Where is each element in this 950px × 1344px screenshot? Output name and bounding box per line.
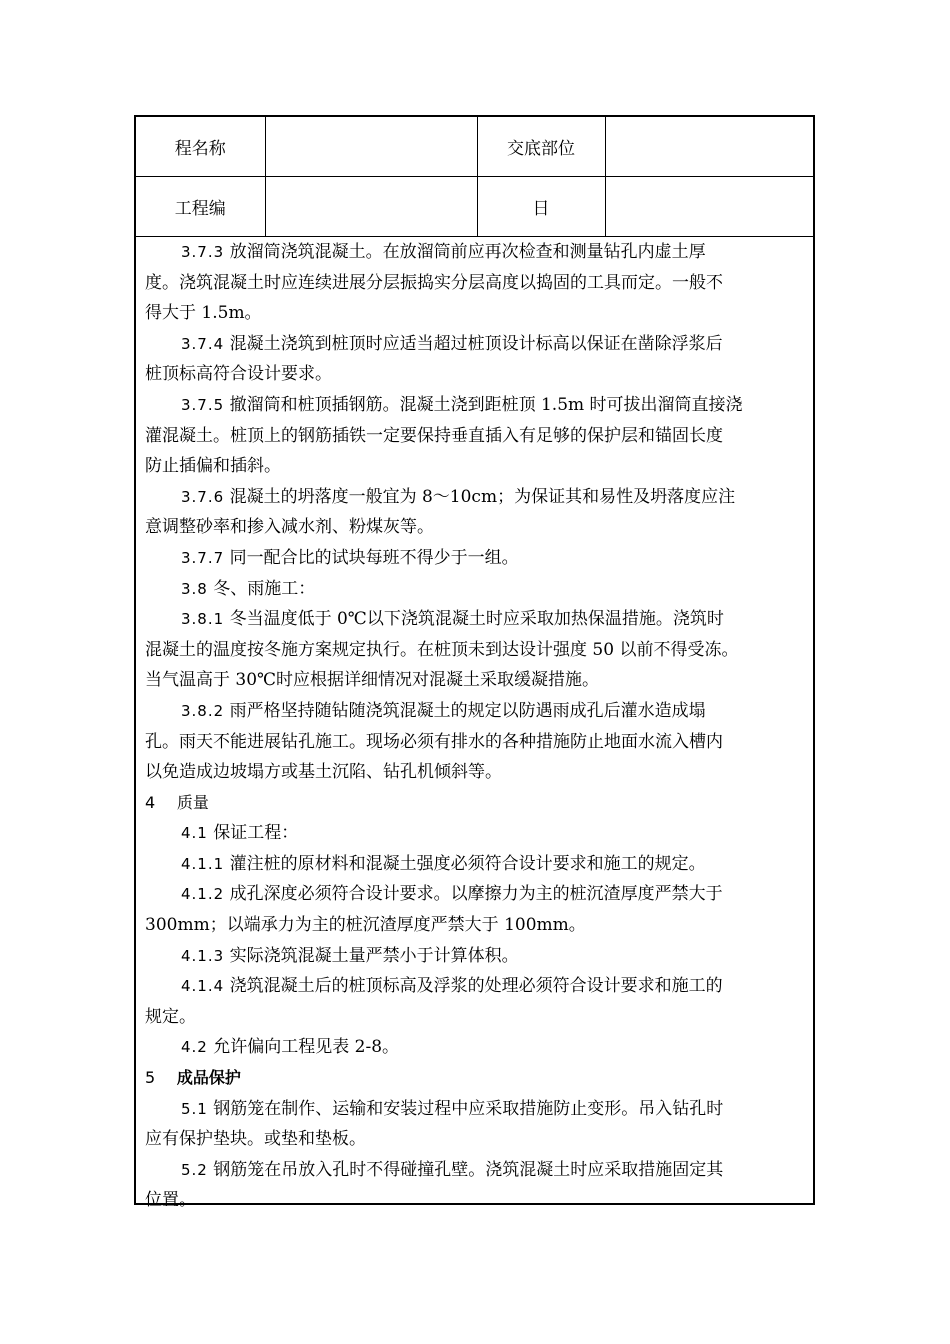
clause-text: 混凝土浇筑到桩顶时应适当超过桩顶设计标高以保证在凿除浮浆后 <box>229 333 723 354</box>
clause-number: 4.1.1 <box>181 854 225 873</box>
clause-text: 同一配合比的试块每班不得少于一组。 <box>229 547 519 568</box>
clause-text: 得大于 1.5m。 <box>145 303 262 324</box>
clause-text: 应有保护垫块。或垫和垫板。 <box>145 1129 366 1150</box>
clause-text: 钢筋笼在制作、运输和安装过程中应采取措施防止变形。吊入钻孔时 <box>213 1098 724 1119</box>
clause-text: 钢筋笼在吊放入孔时不得碰撞孔壁。浇筑混凝土时应采取措施固定其 <box>213 1159 724 1180</box>
clause-text: 规定。 <box>145 1006 196 1027</box>
clause-line <box>145 574 804 605</box>
continuation-line <box>145 1185 804 1216</box>
clause-text: 灌混凝土。桩顶上的钢筋插铁一定要保持垂直插入有足够的保护层和锚固长度 <box>145 425 723 446</box>
clause-number: 3.7.4 <box>181 334 225 353</box>
clause-line <box>145 1032 804 1063</box>
clause-text: 意调整砂率和掺入减水剂、粉煤灰等。 <box>145 517 434 538</box>
section-heading <box>145 1063 804 1094</box>
clause-line <box>145 237 804 268</box>
continuation-line <box>145 1002 804 1033</box>
clause-text: 雨严格坚持随钻随浇筑混凝土的规定以防遇雨成孔后灌水造成塌 <box>229 700 706 721</box>
clause-text: 放溜筒浇筑混凝土。在放溜筒前应再次检查和测量钻孔内虚土厚 <box>229 242 706 262</box>
clause-line <box>145 543 804 574</box>
project-no-value <box>265 177 477 237</box>
continuation-line <box>145 512 804 543</box>
continuation-line <box>145 298 804 329</box>
clause-number: 5.2 <box>181 1160 208 1179</box>
clause-text: 实际浇筑混凝土量严禁小于计算体积。 <box>229 945 519 966</box>
clause-text: 冬当温度低于 0℃以下浇筑混凝土时应采取加热保温措施。浇筑时 <box>229 609 724 630</box>
clause-number: 4.1.4 <box>181 977 225 996</box>
clause-text: 混凝土的温度按冬施方案规定执行。在桩顶未到达设计强度 50 以前不得受冻。 <box>145 639 739 660</box>
clause-text: 撤溜筒和桩顶插钢筋。混凝土浇到距桩顶 1.5m 时可拔出溜筒直接浇 <box>229 394 743 415</box>
clause-number: 4.2 <box>181 1038 208 1057</box>
clause-line <box>145 879 804 910</box>
clause-text: 桩顶标高符合设计要求。 <box>145 364 332 385</box>
clause-line <box>145 849 804 880</box>
project-name-label: 程名称 <box>136 117 265 177</box>
disclosure-part-value <box>605 117 813 177</box>
clause-number: 4 <box>145 792 156 812</box>
clause-number: 4.1.3 <box>181 946 225 965</box>
clause-text: 浇筑混凝土后的桩顶标高及浮浆的处理必须符合设计要求和施工的 <box>229 976 723 997</box>
clause-line <box>145 390 804 421</box>
continuation-line <box>145 635 804 666</box>
date-label: 日 <box>477 177 605 237</box>
clause-text: 以免造成边坡塌方或基土沉陷、钻孔机倾斜等。 <box>145 762 502 783</box>
clause-line <box>145 818 804 849</box>
clause-text: 灌注桩的原材料和混凝土强度必须符合设计要求和施工的规定。 <box>229 853 706 874</box>
clause-text: 度。浇筑混凝土时应连续进展分层振捣实分层高度以捣固的工具而定。一般不 <box>145 272 723 293</box>
clause-number: 3.7.3 <box>181 243 225 261</box>
clause-text: 成孔深度必须符合设计要求。以摩擦力为主的桩沉渣厚度严禁大于 <box>229 884 723 905</box>
clause-number: 4.1 <box>181 824 208 843</box>
continuation-line <box>145 910 804 941</box>
clause-text: 防止插偏和插斜。 <box>145 456 281 477</box>
continuation-line <box>145 727 804 758</box>
project-no-label: 工程编 <box>136 177 265 237</box>
continuation-line <box>145 451 804 482</box>
continuation-line <box>145 268 804 299</box>
clause-line <box>145 482 804 513</box>
clause-text: 300mm；以端承力为主的桩沉渣厚度严禁大于 100mm。 <box>145 915 586 936</box>
continuation-line <box>145 421 804 452</box>
date-value <box>605 177 813 237</box>
content-body <box>136 237 813 1216</box>
clause-number: 3.7.5 <box>181 395 225 414</box>
clause-text: 保证工程： <box>213 823 299 844</box>
disclosure-sheet <box>134 115 815 1211</box>
project-name-value <box>265 117 477 177</box>
clause-text: 冬、雨施工： <box>213 578 316 599</box>
clause-number: 3.8 <box>181 579 208 598</box>
continuation-line <box>145 665 804 696</box>
clause-number: 5 <box>145 1068 156 1088</box>
clause-text: 混凝土的坍落度一般宜为 8～10cm；为保证其和易性及坍落度应注 <box>229 486 736 507</box>
disclosure-part-label: 交底部位 <box>477 117 605 177</box>
clause-text: 位置。 <box>145 1190 196 1211</box>
continuation-line <box>145 1124 804 1155</box>
clause-text: 成品保护 <box>176 1068 241 1088</box>
clause-number: 4.1.2 <box>181 885 225 904</box>
clause-number: 3.7.7 <box>181 548 225 567</box>
clause-line <box>145 1094 804 1125</box>
clause-text: 允许偏向工程见表 2-8。 <box>213 1037 400 1058</box>
clause-number: 5.1 <box>181 1099 208 1118</box>
header-row-2 <box>136 177 813 237</box>
clause-line <box>145 329 804 360</box>
clause-number: 3.8.1 <box>181 610 225 629</box>
clause-number: 3.7.6 <box>181 487 225 506</box>
header-table <box>136 117 813 237</box>
clause-text: 当气温高于 30℃时应根据详细情况对混凝土采取缓凝措施。 <box>145 670 600 691</box>
clause-line <box>145 1155 804 1186</box>
clause-line <box>145 971 804 1002</box>
clause-number: 3.8.2 <box>181 701 225 720</box>
clause-text: 孔。雨天不能进展钻孔施工。现场必须有排水的各种措施防止地面水流入槽内 <box>145 731 723 752</box>
header-row-1 <box>136 117 813 177</box>
clause-text: 质量 <box>176 792 209 812</box>
clause-line <box>145 604 804 635</box>
continuation-line <box>145 359 804 390</box>
continuation-line <box>145 757 804 788</box>
clause-line <box>145 696 804 727</box>
clause-line <box>145 941 804 972</box>
section-heading <box>145 788 804 819</box>
